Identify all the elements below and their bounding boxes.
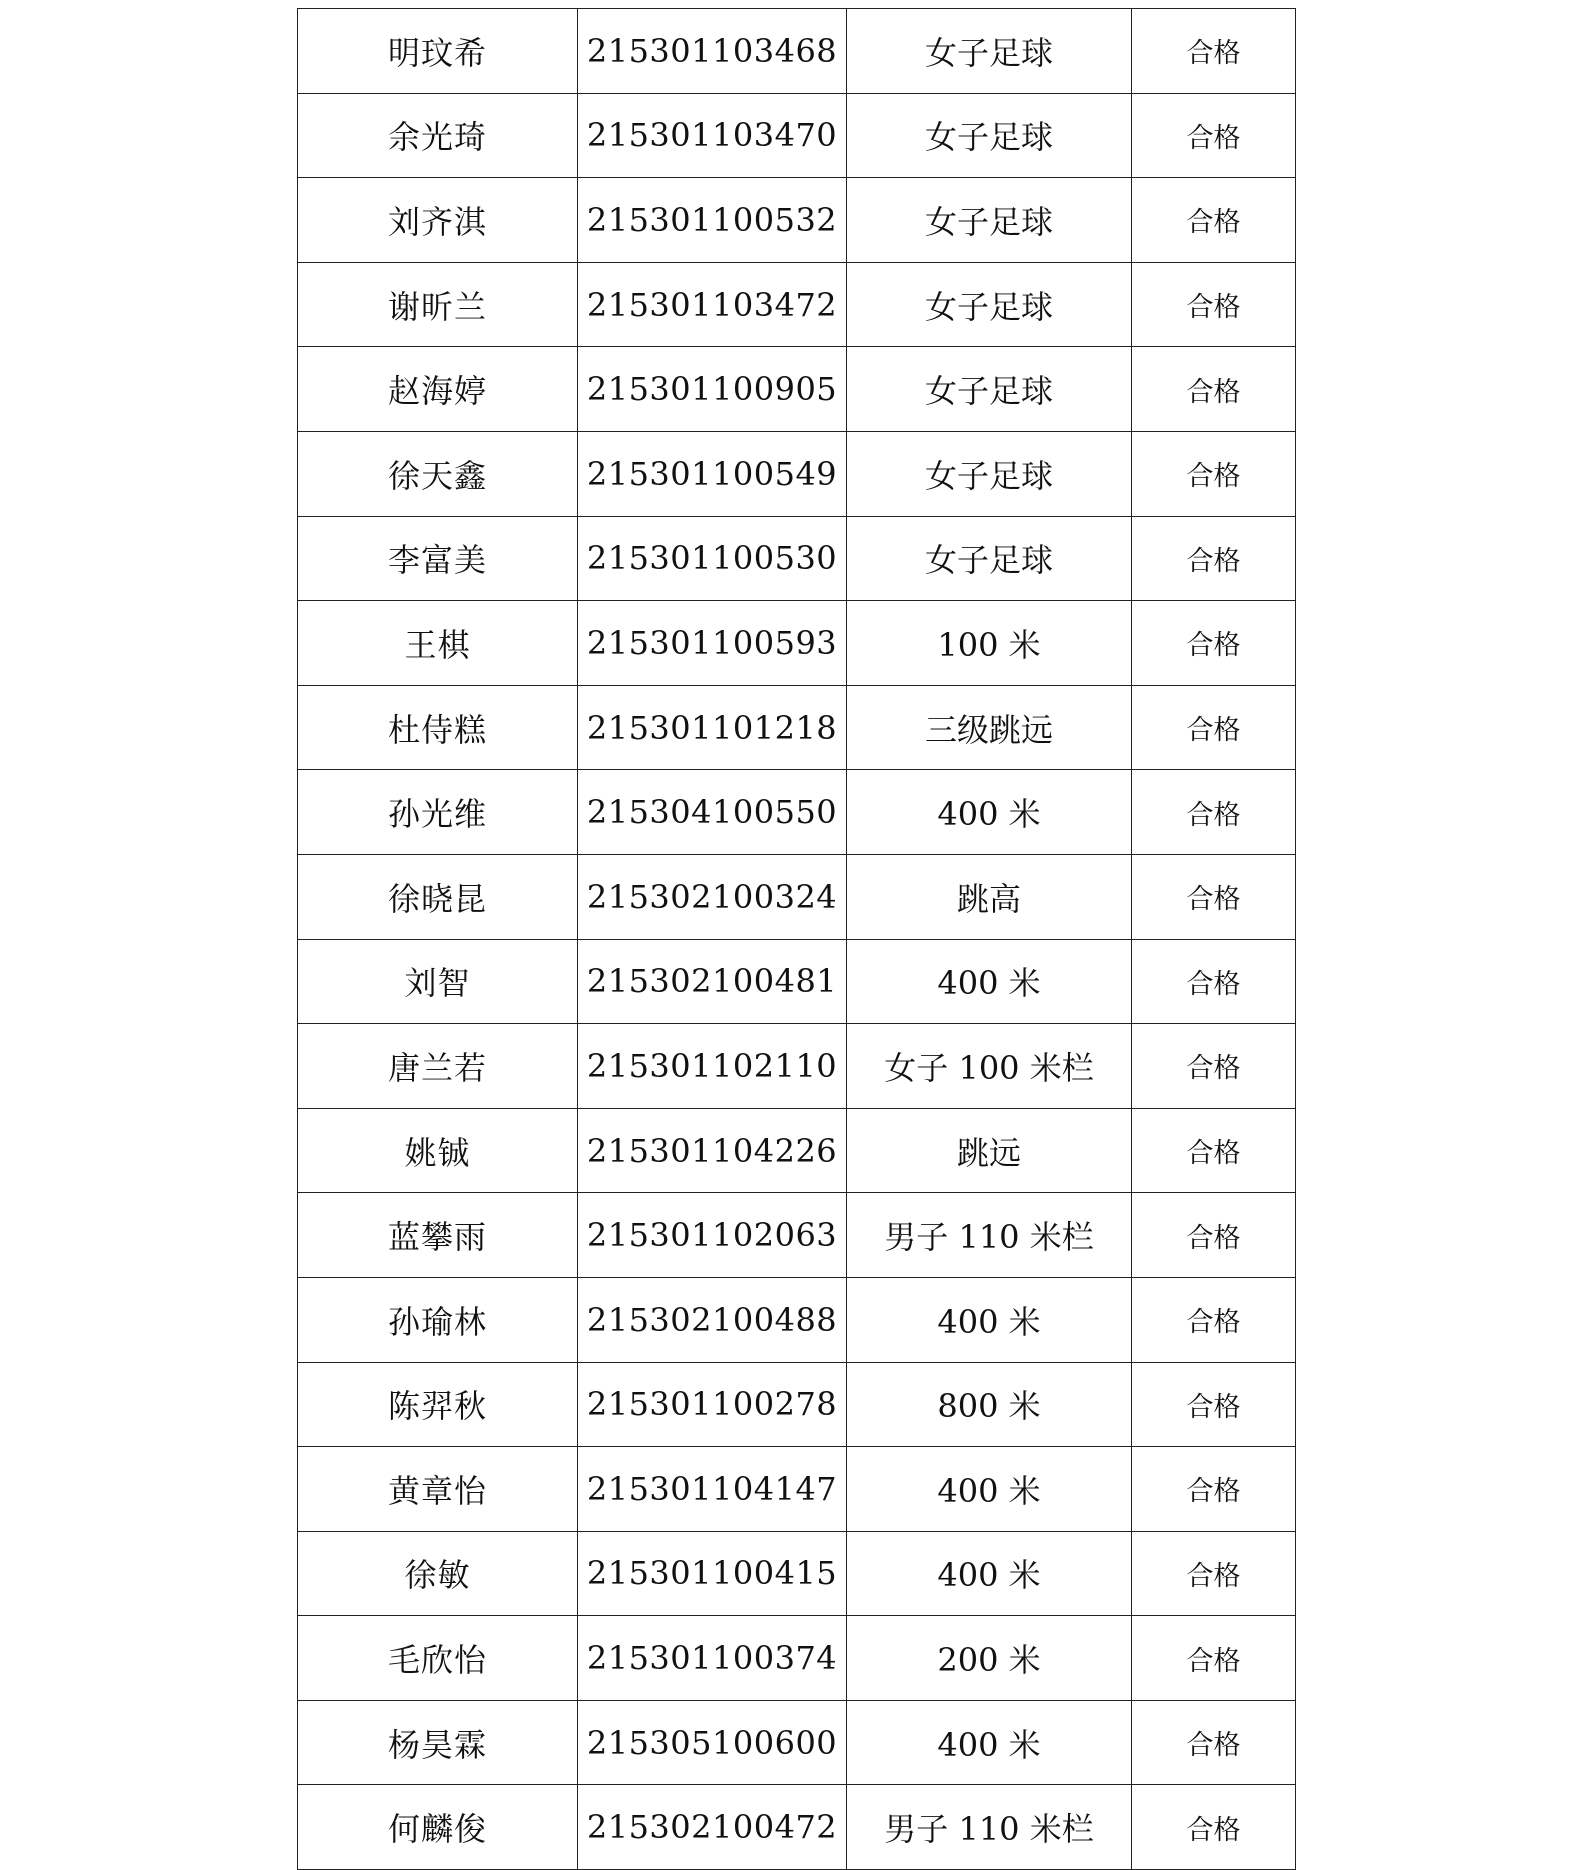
table-row: [298, 9, 1296, 94]
table-row: [298, 1024, 1296, 1109]
event-cell: 400 米: [847, 1447, 1132, 1532]
event-cell: 400 米: [847, 939, 1132, 1024]
student-name-cell: 杜侍糕: [298, 685, 578, 770]
result-cell: 合格: [1132, 1785, 1296, 1870]
result-cell: 合格: [1132, 1277, 1296, 1362]
exam-number-cell: 215301102063: [578, 1193, 847, 1278]
event-cell: 男子 110 米栏: [847, 1785, 1132, 1870]
result-cell: 合格: [1132, 1700, 1296, 1785]
student-name-cell: 唐兰若: [298, 1024, 578, 1109]
exam-number-cell: 215302100324: [578, 854, 847, 939]
student-name-cell: 徐晓昆: [298, 854, 578, 939]
exam-number-cell: 215301104147: [578, 1447, 847, 1532]
result-cell: 合格: [1132, 1193, 1296, 1278]
event-cell: 100 米: [847, 601, 1132, 686]
table-row: [298, 262, 1296, 347]
exam-number-cell: 215301100278: [578, 1362, 847, 1447]
event-cell: 女子足球: [847, 93, 1132, 178]
table-row: [298, 1108, 1296, 1193]
table-row: [298, 431, 1296, 516]
event-cell: 女子足球: [847, 9, 1132, 94]
student-name-cell: 余光琦: [298, 93, 578, 178]
result-cell: 合格: [1132, 431, 1296, 516]
student-name-cell: 孙光维: [298, 770, 578, 855]
event-cell: 女子 100 米栏: [847, 1024, 1132, 1109]
results-table: [297, 8, 1296, 1870]
event-cell: 400 米: [847, 1700, 1132, 1785]
event-cell: 跳高: [847, 854, 1132, 939]
exam-number-cell: 215301100374: [578, 1616, 847, 1701]
event-cell: 400 米: [847, 1531, 1132, 1616]
student-name-cell: 王棋: [298, 601, 578, 686]
exam-number-cell: 215301101218: [578, 685, 847, 770]
student-name-cell: 杨昊霖: [298, 1700, 578, 1785]
student-name-cell: 明玟希: [298, 9, 578, 94]
result-cell: 合格: [1132, 1108, 1296, 1193]
result-cell: 合格: [1132, 601, 1296, 686]
student-name-cell: 刘智: [298, 939, 578, 1024]
exam-number-cell: 215301104226: [578, 1108, 847, 1193]
event-cell: 男子 110 米栏: [847, 1193, 1132, 1278]
result-cell: 合格: [1132, 770, 1296, 855]
table-row: [298, 1193, 1296, 1278]
table-row: [298, 770, 1296, 855]
event-cell: 800 米: [847, 1362, 1132, 1447]
result-cell: 合格: [1132, 93, 1296, 178]
exam-number-cell: 215302100481: [578, 939, 847, 1024]
student-name-cell: 赵海婷: [298, 347, 578, 432]
exam-number-cell: 215301103470: [578, 93, 847, 178]
table-row: [298, 1362, 1296, 1447]
result-cell: 合格: [1132, 685, 1296, 770]
student-name-cell: 何麟俊: [298, 1785, 578, 1870]
student-name-cell: 毛欣怡: [298, 1616, 578, 1701]
result-cell: 合格: [1132, 854, 1296, 939]
exam-number-cell: 215301100549: [578, 431, 847, 516]
student-name-cell: 谢昕兰: [298, 262, 578, 347]
exam-number-cell: 215301102110: [578, 1024, 847, 1109]
table-row: [298, 601, 1296, 686]
event-cell: 女子足球: [847, 516, 1132, 601]
results-table-body: [298, 9, 1296, 1870]
event-cell: 400 米: [847, 1277, 1132, 1362]
table-row: [298, 1277, 1296, 1362]
student-name-cell: 徐天鑫: [298, 431, 578, 516]
result-cell: 合格: [1132, 1616, 1296, 1701]
event-cell: 三级跳远: [847, 685, 1132, 770]
exam-number-cell: 215301103468: [578, 9, 847, 94]
exam-number-cell: 215301100530: [578, 516, 847, 601]
table-row: [298, 1447, 1296, 1532]
result-cell: 合格: [1132, 939, 1296, 1024]
exam-number-cell: 215301100415: [578, 1531, 847, 1616]
table-row: [298, 1616, 1296, 1701]
student-name-cell: 徐敏: [298, 1531, 578, 1616]
student-name-cell: 李富美: [298, 516, 578, 601]
event-cell: 女子足球: [847, 262, 1132, 347]
result-cell: 合格: [1132, 178, 1296, 263]
result-cell: 合格: [1132, 347, 1296, 432]
exam-number-cell: 215304100550: [578, 770, 847, 855]
table-row: [298, 516, 1296, 601]
exam-number-cell: 215302100472: [578, 1785, 847, 1870]
exam-number-cell: 215301100593: [578, 601, 847, 686]
result-cell: 合格: [1132, 516, 1296, 601]
exam-number-cell: 215301100532: [578, 178, 847, 263]
event-cell: 女子足球: [847, 431, 1132, 516]
result-cell: 合格: [1132, 9, 1296, 94]
student-name-cell: 姚铖: [298, 1108, 578, 1193]
table-row: [298, 93, 1296, 178]
table-row: [298, 685, 1296, 770]
table-row: [298, 1785, 1296, 1870]
table-row: [298, 854, 1296, 939]
exam-number-cell: 215302100488: [578, 1277, 847, 1362]
result-cell: 合格: [1132, 1531, 1296, 1616]
exam-number-cell: 215305100600: [578, 1700, 847, 1785]
event-cell: 女子足球: [847, 178, 1132, 263]
event-cell: 跳远: [847, 1108, 1132, 1193]
result-cell: 合格: [1132, 262, 1296, 347]
result-cell: 合格: [1132, 1447, 1296, 1532]
student-name-cell: 黄章怡: [298, 1447, 578, 1532]
result-cell: 合格: [1132, 1362, 1296, 1447]
student-name-cell: 刘齐淇: [298, 178, 578, 263]
table-row: [298, 178, 1296, 263]
table-row: [298, 939, 1296, 1024]
student-name-cell: 孙瑜林: [298, 1277, 578, 1362]
result-cell: 合格: [1132, 1024, 1296, 1109]
exam-number-cell: 215301103472: [578, 262, 847, 347]
table-row: [298, 1531, 1296, 1616]
event-cell: 200 米: [847, 1616, 1132, 1701]
table-row: [298, 347, 1296, 432]
event-cell: 女子足球: [847, 347, 1132, 432]
exam-number-cell: 215301100905: [578, 347, 847, 432]
student-name-cell: 蓝攀雨: [298, 1193, 578, 1278]
student-name-cell: 陈羿秋: [298, 1362, 578, 1447]
event-cell: 400 米: [847, 770, 1132, 855]
table-row: [298, 1700, 1296, 1785]
